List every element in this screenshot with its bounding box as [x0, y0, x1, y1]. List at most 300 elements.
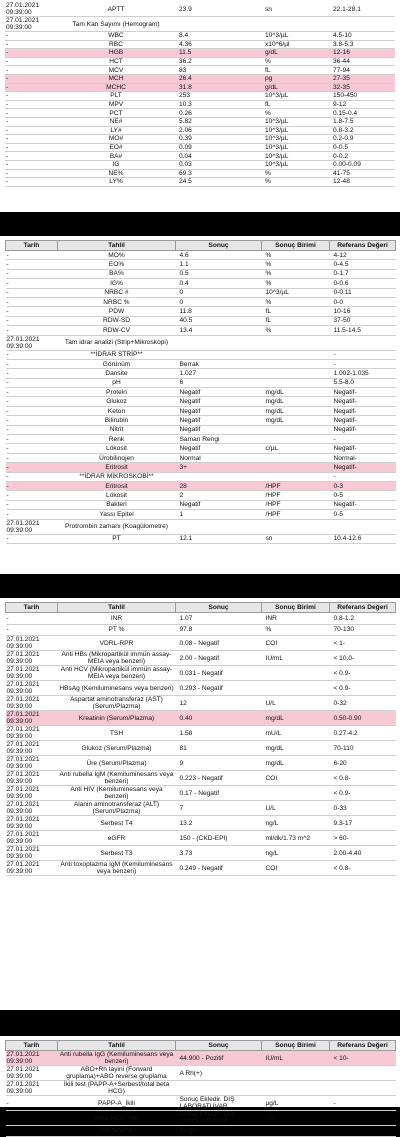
- row-result: 0.249 - Negatif: [176, 861, 262, 876]
- table-row: [5, 17, 395, 32]
- row-reference: 0.50-0.90: [330, 711, 396, 726]
- row-test-name: PT: [58, 534, 176, 543]
- row-reference: -: [330, 350, 396, 359]
- row-reference: [330, 1081, 396, 1096]
- row-test-name: Lökosit: [58, 444, 176, 453]
- row-result: [176, 335, 262, 350]
- row-test-name: Tam idrar analizi (Strip+Mikroskopi): [58, 335, 176, 350]
- row-test-name: NRBC %: [58, 297, 176, 306]
- row-unit: IU/mL: [262, 651, 330, 666]
- results-table: [5, 2, 395, 187]
- row-date: -: [6, 1126, 58, 1137]
- table-row: [5, 74, 395, 83]
- row-reference: 6-20: [330, 756, 396, 771]
- row-date: -: [5, 135, 57, 144]
- table-row: [6, 831, 396, 846]
- row-test-name: MCH: [57, 74, 175, 83]
- results-table: [5, 602, 396, 876]
- row-test-name: Eritrosit: [58, 463, 176, 472]
- table-row: [6, 1081, 396, 1096]
- row-reference: 32-35: [329, 83, 395, 92]
- row-unit: x10^6/µl: [261, 40, 329, 49]
- row-date: -: [6, 397, 58, 406]
- row-reference: < 0.9-: [330, 786, 396, 801]
- row-test-name: Anti rubella IgM (Kemiluminesans veya benzeri): [58, 771, 176, 786]
- row-result: [176, 350, 262, 359]
- row-test-name: **İDRAR STRİP**: [58, 350, 176, 359]
- row-reference: Negatif-: [330, 500, 396, 509]
- row-reference: -: [330, 435, 396, 444]
- table-row: [6, 510, 396, 519]
- row-unit: 10^3/µL: [261, 126, 329, 135]
- row-test-name: IG%: [58, 279, 176, 288]
- row-date: -: [6, 388, 58, 397]
- row-date: 27.01.2021 09:39:00: [6, 711, 58, 726]
- row-unit: fL: [262, 316, 330, 325]
- row-reference: < 0.9-: [330, 666, 396, 681]
- row-result: 81: [176, 741, 262, 756]
- row-result: [176, 519, 262, 534]
- row-date: 27.01.2021 09:39:00: [5, 2, 57, 17]
- row-result: 3+: [176, 463, 262, 472]
- row-result: 6: [176, 378, 262, 387]
- row-unit: sn: [261, 2, 329, 17]
- row-unit: %: [261, 178, 329, 187]
- row-date: 27.01.2021 09:39:00: [6, 696, 58, 711]
- row-unit: [262, 350, 330, 359]
- row-test-name: LY%: [57, 178, 175, 187]
- row-result: Negatif: [176, 397, 262, 406]
- row-date: -: [5, 117, 57, 126]
- header-unit: Sonuç Birimi: [262, 1041, 330, 1051]
- header-date: Tarih: [6, 1041, 58, 1051]
- row-unit: [262, 435, 330, 444]
- table-row: [6, 1066, 396, 1081]
- row-result: Normal: [176, 453, 262, 462]
- table-row: [6, 288, 396, 297]
- row-test-name: Tam Kan Sayımı (Hemogram): [57, 17, 175, 32]
- row-result: 0.293 - Negatif: [176, 681, 262, 696]
- row-reference: 1.8-7.5: [329, 117, 395, 126]
- row-unit: 10^3/µL: [261, 117, 329, 126]
- row-reference: 4-12: [330, 251, 396, 260]
- row-result: 0.39: [175, 135, 261, 144]
- row-test-name: Anti rubella IgG (Kemiluminesans veya benzeri): [58, 1051, 176, 1066]
- row-result: 0.17 - Negatif: [176, 786, 262, 801]
- row-unit: [262, 472, 330, 481]
- row-result: 0: [176, 288, 262, 297]
- table-row: [6, 369, 396, 378]
- row-unit: mg/dL: [262, 406, 330, 415]
- row-unit: g/dL: [261, 49, 329, 58]
- row-reference: 0.00-0.09: [329, 160, 395, 169]
- row-reference: -: [330, 359, 396, 368]
- row-unit: %: [261, 109, 329, 118]
- row-date: -: [5, 83, 57, 92]
- table-row: [6, 786, 396, 801]
- row-unit: %: [262, 624, 330, 636]
- row-reference: Negatif-: [330, 463, 396, 472]
- row-reference: 0.15-0.4: [329, 109, 395, 118]
- row-result: 11.8: [176, 307, 262, 316]
- row-unit: INR: [262, 613, 330, 625]
- row-test-name: PT %: [58, 624, 176, 636]
- row-date: 27.01.2021 09:39:00: [6, 1051, 58, 1066]
- row-test-name: ABO+Rh tayini (Forward gruplama)+ABO reverse gruplama: [58, 1066, 176, 1081]
- row-unit: [262, 1066, 330, 1081]
- table-row: [6, 378, 396, 387]
- row-reference: 0-0.6: [330, 279, 396, 288]
- row-date: 27.01.2021 09:39:00: [6, 756, 58, 771]
- row-result: 2: [176, 491, 262, 500]
- table-row: [5, 117, 395, 126]
- row-unit: ng/L: [262, 846, 330, 861]
- row-test-name: Glukoz (Serum/Plazma): [58, 741, 176, 756]
- row-date: 27.01.2021 09:39:00: [6, 741, 58, 756]
- row-unit: /HPF: [262, 491, 330, 500]
- row-date: -: [6, 491, 58, 500]
- table-row: [5, 40, 395, 49]
- row-unit: 10^3/µL: [261, 152, 329, 161]
- table-row: [6, 1051, 396, 1066]
- header-unit: Sonuç Birimi: [262, 603, 330, 613]
- row-date: -: [6, 406, 58, 415]
- table-row: [6, 425, 396, 434]
- table-row: [6, 771, 396, 786]
- row-unit: µg/L: [262, 1096, 330, 1111]
- row-test-name: HBsAg (Kemiluminesans veya benzeri): [58, 681, 176, 696]
- table-row: [6, 416, 396, 425]
- table-row: [6, 251, 396, 260]
- row-result: 0.40: [176, 711, 262, 726]
- row-reference: Negatif-: [330, 425, 396, 434]
- row-date: 27.01.2021 09:39:00: [6, 861, 58, 876]
- table-header: [6, 1041, 396, 1051]
- row-result: 23.9: [175, 2, 261, 17]
- row-date: -: [5, 66, 57, 75]
- row-reference: > 60-: [330, 831, 396, 846]
- row-date: -: [6, 425, 58, 434]
- row-date: 27.01.2021 09:39:00: [6, 681, 58, 696]
- row-test-name: eGFR: [58, 831, 176, 846]
- row-date: 27.01.2021 09:39:00: [6, 816, 58, 831]
- row-reference: Negatif-: [330, 416, 396, 425]
- header-result: Sonuç: [176, 241, 262, 251]
- row-result: 0.04: [175, 152, 261, 161]
- row-date: 27.01.2021 09:39:00: [6, 651, 58, 666]
- table-row: [5, 83, 395, 92]
- row-date: 27.01.2021 09:39:00: [6, 335, 58, 350]
- row-unit: [262, 453, 330, 462]
- row-test-name: BA#: [57, 152, 175, 161]
- row-test-name: Anti toxoplazma IgM (Kemiluminesans veya benzeri): [58, 861, 176, 876]
- row-date: -: [5, 143, 57, 152]
- row-reference: 9.3-17: [330, 816, 396, 831]
- row-date: -: [5, 49, 57, 58]
- row-test-name: MCHC: [57, 83, 175, 92]
- row-test-name: WBC: [57, 32, 175, 41]
- table-row: [5, 66, 395, 75]
- row-result: 0: [176, 297, 262, 306]
- header-test: Tahlil: [58, 603, 176, 613]
- row-test-name: NE%: [57, 169, 175, 178]
- header-result: Sonuç: [176, 603, 262, 613]
- row-unit: 10^3/µL: [262, 288, 330, 297]
- row-result: 12: [176, 696, 262, 711]
- row-result: 26.4: [175, 74, 261, 83]
- row-test-name: Serbest T4: [58, 816, 176, 831]
- row-reference: 0.27-4.2: [330, 726, 396, 741]
- row-date: -: [6, 251, 58, 260]
- row-reference: Normal-: [330, 453, 396, 462]
- row-test-name: Anti HBs (Mikropartikül immün assay-MEIA veya benzeri): [58, 651, 176, 666]
- row-unit: fL: [261, 66, 329, 75]
- row-result: 0.031 - Negatif: [176, 666, 262, 681]
- row-result: Negatif: [176, 425, 262, 434]
- row-result: 0.03: [175, 160, 261, 169]
- header-reference: Referans Değeri: [330, 241, 396, 251]
- row-reference: 0-0.2: [329, 152, 395, 161]
- table-row: [5, 109, 395, 118]
- results-table: [5, 1040, 396, 1137]
- row-unit: [262, 519, 330, 534]
- row-reference: 5.5-8.0: [330, 378, 396, 387]
- row-date: 27.01.2021 09:39:00: [6, 519, 58, 534]
- row-test-name: VDRL-RPR: [58, 636, 176, 651]
- row-date: -: [6, 269, 58, 278]
- row-test-name: Üre (Serum/Plazma): [58, 756, 176, 771]
- table-row: [6, 359, 396, 368]
- row-result: A Rh(+): [176, 1066, 262, 1081]
- row-test-name: IG: [57, 160, 175, 169]
- row-result: Sonuç Ekledir. DIŞ LABORATUVAR: [176, 1096, 262, 1111]
- row-date: -: [6, 350, 58, 359]
- row-unit: COI: [262, 771, 330, 786]
- row-test-name: EO%: [58, 260, 176, 269]
- row-test-name: Dansite: [58, 369, 176, 378]
- row-date: -: [5, 100, 57, 109]
- row-test-name: NRBC #: [58, 288, 176, 297]
- row-unit: mg/dL: [262, 397, 330, 406]
- row-unit: 10^3/µL: [261, 160, 329, 169]
- row-date: -: [5, 126, 57, 135]
- header-reference: Referans Değeri: [330, 1041, 396, 1051]
- row-unit: sn: [262, 534, 330, 543]
- row-result: 2.06: [175, 126, 261, 135]
- header-reference: Referans Değeri: [330, 603, 396, 613]
- row-date: 27.01.2021 09:39:00: [6, 771, 58, 786]
- table-row: [6, 500, 396, 509]
- row-result: 2.00 - Negatif: [176, 651, 262, 666]
- table-row: [6, 1096, 396, 1111]
- table-row: [5, 57, 395, 66]
- row-reference: 0-0.11: [330, 288, 396, 297]
- row-unit: [262, 369, 330, 378]
- row-test-name: Keton: [58, 406, 176, 415]
- row-unit: [262, 335, 330, 350]
- table-row: [5, 49, 395, 58]
- row-test-name: RBC: [57, 40, 175, 49]
- row-unit: /HPF: [262, 481, 330, 490]
- row-reference: 0-5: [330, 491, 396, 500]
- row-reference: 0.8-3.2: [329, 126, 395, 135]
- row-result: 0.08 - Negatif: [176, 636, 262, 651]
- row-result: 69.3: [175, 169, 261, 178]
- row-reference: < 0.8-: [330, 771, 396, 786]
- header-test: Tahlil: [58, 241, 176, 251]
- row-reference: 0-1.7: [330, 269, 396, 278]
- row-unit: mU/L: [262, 726, 330, 741]
- row-result: 0.223 - Negatif: [176, 771, 262, 786]
- row-result: 0.5: [176, 269, 262, 278]
- row-test-name: APTT: [57, 2, 175, 17]
- row-result: 36.2: [175, 57, 261, 66]
- row-unit: /HPF: [262, 510, 330, 519]
- row-reference: 41-75: [329, 169, 395, 178]
- row-unit: pg: [261, 74, 329, 83]
- row-result: Negatif: [176, 416, 262, 425]
- row-reference: 0.2-0.9: [329, 135, 395, 144]
- row-date: -: [5, 32, 57, 41]
- row-test-name: Bakteri: [58, 500, 176, 509]
- row-result: 28: [176, 481, 262, 490]
- row-test-name: PLT: [57, 92, 175, 101]
- row-reference: 10.4-12.6: [330, 534, 396, 543]
- row-unit: ng/L: [262, 816, 330, 831]
- table-row: [5, 143, 395, 152]
- row-result: 31.8: [175, 83, 261, 92]
- row-date: -: [5, 57, 57, 66]
- row-date: 27.01.2021 09:39:00: [6, 1066, 58, 1081]
- row-date: -: [6, 1096, 58, 1111]
- row-date: -: [6, 288, 58, 297]
- row-result: Saman Rengi: [176, 435, 262, 444]
- row-test-name: Kreatinin (Serum/Plazma): [58, 711, 176, 726]
- row-unit: COI: [262, 636, 330, 651]
- row-reference: < 0.9-: [330, 681, 396, 696]
- table-row: [5, 126, 395, 135]
- row-test-name: İkili tarama: [58, 1126, 176, 1137]
- table-row: [6, 726, 396, 741]
- row-test-name: Bilirubin: [58, 416, 176, 425]
- row-unit: mg/dL: [262, 416, 330, 425]
- row-date: 27.01.2021 09:39:00: [6, 846, 58, 861]
- row-result: 1.07: [176, 613, 262, 625]
- table-row: [6, 741, 396, 756]
- row-date: 27.01.2021 09:39:00: [6, 786, 58, 801]
- row-unit: [262, 463, 330, 472]
- table-row: [5, 178, 395, 187]
- lab-results-panel-1: [0, 0, 400, 212]
- row-unit: [262, 666, 330, 681]
- table-header: [6, 241, 396, 251]
- row-reference: 11.5-14.5: [330, 326, 396, 335]
- row-reference: [330, 335, 396, 350]
- row-reference: 70-130: [330, 624, 396, 636]
- row-result: 1.027: [176, 369, 262, 378]
- row-reference: Negatif-: [330, 444, 396, 453]
- row-reference: -: [330, 1111, 396, 1126]
- row-result: 0.26: [175, 109, 261, 118]
- table-row: [5, 152, 395, 161]
- row-test-name: MO%: [58, 251, 176, 260]
- row-date: -: [6, 326, 58, 335]
- table-row: [5, 160, 395, 169]
- row-test-name: EO#: [57, 143, 175, 152]
- row-result: 12.1: [176, 534, 262, 543]
- row-date: -: [5, 169, 57, 178]
- row-unit: [262, 1126, 330, 1137]
- table-row: [6, 711, 396, 726]
- row-test-name: MPV: [57, 100, 175, 109]
- row-reference: 36-44: [329, 57, 395, 66]
- row-date: -: [6, 316, 58, 325]
- row-date: -: [5, 40, 57, 49]
- row-result: Belge: [176, 1126, 262, 1137]
- row-test-name: Anti HIV (Kemiluminesans veya benzeri): [58, 786, 176, 801]
- row-result: 9: [176, 756, 262, 771]
- row-date: -: [5, 92, 57, 101]
- table-row: [6, 613, 396, 625]
- row-test-name: PAPP-A_İkili: [58, 1096, 176, 1111]
- row-test-name: MO#: [57, 135, 175, 144]
- row-test-name: pH: [58, 378, 176, 387]
- row-reference: [330, 1066, 396, 1081]
- row-date: -: [6, 613, 58, 625]
- row-date: -: [6, 435, 58, 444]
- row-result: 7: [176, 801, 262, 816]
- header-date: Tarih: [6, 603, 58, 613]
- table-row: [6, 801, 396, 816]
- row-reference: Negatif-: [330, 406, 396, 415]
- table-row: [6, 666, 396, 681]
- row-reference: 1.002-1.035: [330, 369, 396, 378]
- row-test-name: Aspartat aminotransferaz (AST) (Serum/Plazma): [58, 696, 176, 711]
- row-result: 253: [175, 92, 261, 101]
- table-row: [6, 463, 396, 472]
- row-date: -: [5, 178, 57, 187]
- lab-results-panel-4: [0, 1036, 400, 1135]
- row-reference: < 1-: [330, 636, 396, 651]
- lab-results-panel-2: [0, 236, 400, 574]
- row-unit: %: [262, 251, 330, 260]
- row-test-name: Protein: [58, 388, 176, 397]
- table-row: [6, 279, 396, 288]
- table-row: [6, 307, 396, 316]
- row-date: -: [5, 74, 57, 83]
- row-date: -: [6, 297, 58, 306]
- row-unit: fL: [262, 307, 330, 316]
- row-result: [176, 1081, 262, 1096]
- table-row: [6, 756, 396, 771]
- row-unit: %: [262, 297, 330, 306]
- row-result: 8.4: [175, 32, 261, 41]
- row-reference: -: [330, 1126, 396, 1137]
- row-unit: %: [262, 260, 330, 269]
- row-result: 4.6: [176, 251, 262, 260]
- row-date: -: [6, 481, 58, 490]
- row-test-name: Yassı Epitel: [58, 510, 176, 519]
- row-unit: 10^3/µL: [261, 135, 329, 144]
- table-row: [6, 846, 396, 861]
- row-reference: 27-35: [329, 74, 395, 83]
- row-test-name: **İDRAR MİKROSKOBİ**: [58, 472, 176, 481]
- row-unit: mg/dL: [262, 741, 330, 756]
- row-date: -: [6, 472, 58, 481]
- row-result: 40.5: [176, 316, 262, 325]
- row-test-name: İkili test (PAPP-A+Serbest/total beta HCG): [58, 1081, 176, 1096]
- row-unit: mg/dL: [262, 711, 330, 726]
